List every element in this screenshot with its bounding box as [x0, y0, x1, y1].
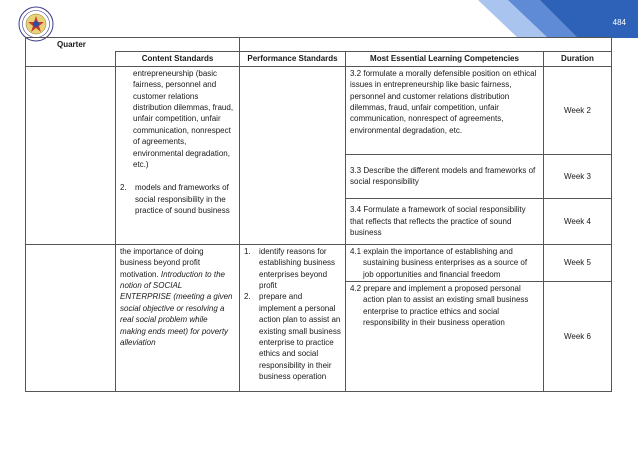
- melc-cell: [346, 244, 544, 281]
- table-row: [26, 66, 612, 154]
- melc-cell: [346, 154, 544, 198]
- col-melc: Most Essential Learning Competencies: [346, 52, 544, 66]
- curriculum-table: [25, 37, 612, 392]
- performance-item-2: [244, 291, 341, 382]
- item-number: 1.: [244, 246, 251, 256]
- header-row: [26, 38, 612, 52]
- content-standard-text: the importance of doing business beyond profit motivation.: [120, 246, 204, 279]
- column-header-row: [26, 52, 612, 66]
- item-number: 2.: [120, 183, 127, 193]
- performance-standards-cell: [240, 244, 346, 391]
- duration-cell: Week 3: [544, 154, 612, 198]
- header-spacer: [240, 38, 612, 52]
- quarter-column-cell: [26, 52, 116, 66]
- melc-3-4: 3.4 Formulate a framework of social responsibility that reflects that reflects the practice of sound business: [350, 205, 526, 238]
- col-duration: Duration: [544, 52, 612, 66]
- content-standard-italic-text: Introduction to the notion of SOCIAL ENTERPRISE (meeting a given social objective or resolving a real social problem while making ends meet) for poverty alleviation: [120, 269, 233, 348]
- melc-3-2: 3.2 formulate a morally defensible position on ethical issues in entrepreneurship like basic fairness, personnel and customer relations distribution dilemmas, fraud, unfair competition, unfair communication, nonrespect of agreements, environmental degradation, etc.: [350, 68, 537, 135]
- quarter-cell: [26, 244, 116, 391]
- melc-4-1: 4.1 explain the importance of establishing and sustaining business enterprises as a source of job opportunities and financial freedom: [350, 246, 528, 279]
- melc-cell: [346, 282, 544, 392]
- content-standards-cell: [116, 66, 240, 244]
- content-standards-cell: [116, 244, 240, 391]
- duration-cell: Week 6: [544, 282, 612, 392]
- page-number: 484: [612, 18, 626, 27]
- melc-3-3: 3.3 Describe the different models and frameworks of social responsibility: [350, 165, 536, 187]
- content-standard-item-2: [120, 182, 235, 216]
- item-text: models and frameworks of social responsibility in the practice of sound business: [135, 183, 230, 216]
- melc-cell: [346, 66, 544, 154]
- duration-cell: Week 5: [544, 244, 612, 281]
- melc-cell: [346, 198, 544, 244]
- quarter-label: Quarter: [57, 40, 86, 49]
- content-standard-text: entrepreneurship (basic fairness, personnel and customer relations distribution dilemmas, fraud, unfair competition, unfair communication, nonrespect of agreements, environmental degradation, etc.): [133, 68, 234, 170]
- performance-standards-cell: [240, 66, 346, 244]
- item-text: prepare and implement a personal action plan to assist an existing small business enterprise to practice ethics and social responsibility in their business operation: [259, 292, 341, 382]
- item-number: 2.: [244, 292, 251, 302]
- melc-4-2: 4.2 prepare and implement a proposed personal action plan to assist an existing small business enterprise to practice ethics and social responsibility in their business operation: [350, 284, 529, 328]
- quarter-cell: [26, 66, 116, 244]
- item-text: identify reasons for establishing business enterprises beyond profit: [259, 246, 336, 291]
- col-performance-standards: Performance Standards: [240, 52, 346, 66]
- performance-item-1: [244, 246, 341, 292]
- quarter-header: [26, 38, 240, 52]
- duration-cell: Week 2: [544, 66, 612, 154]
- table-row: [26, 244, 612, 281]
- duration-cell: Week 4: [544, 198, 612, 244]
- col-content-standards: Content Standards: [116, 52, 240, 66]
